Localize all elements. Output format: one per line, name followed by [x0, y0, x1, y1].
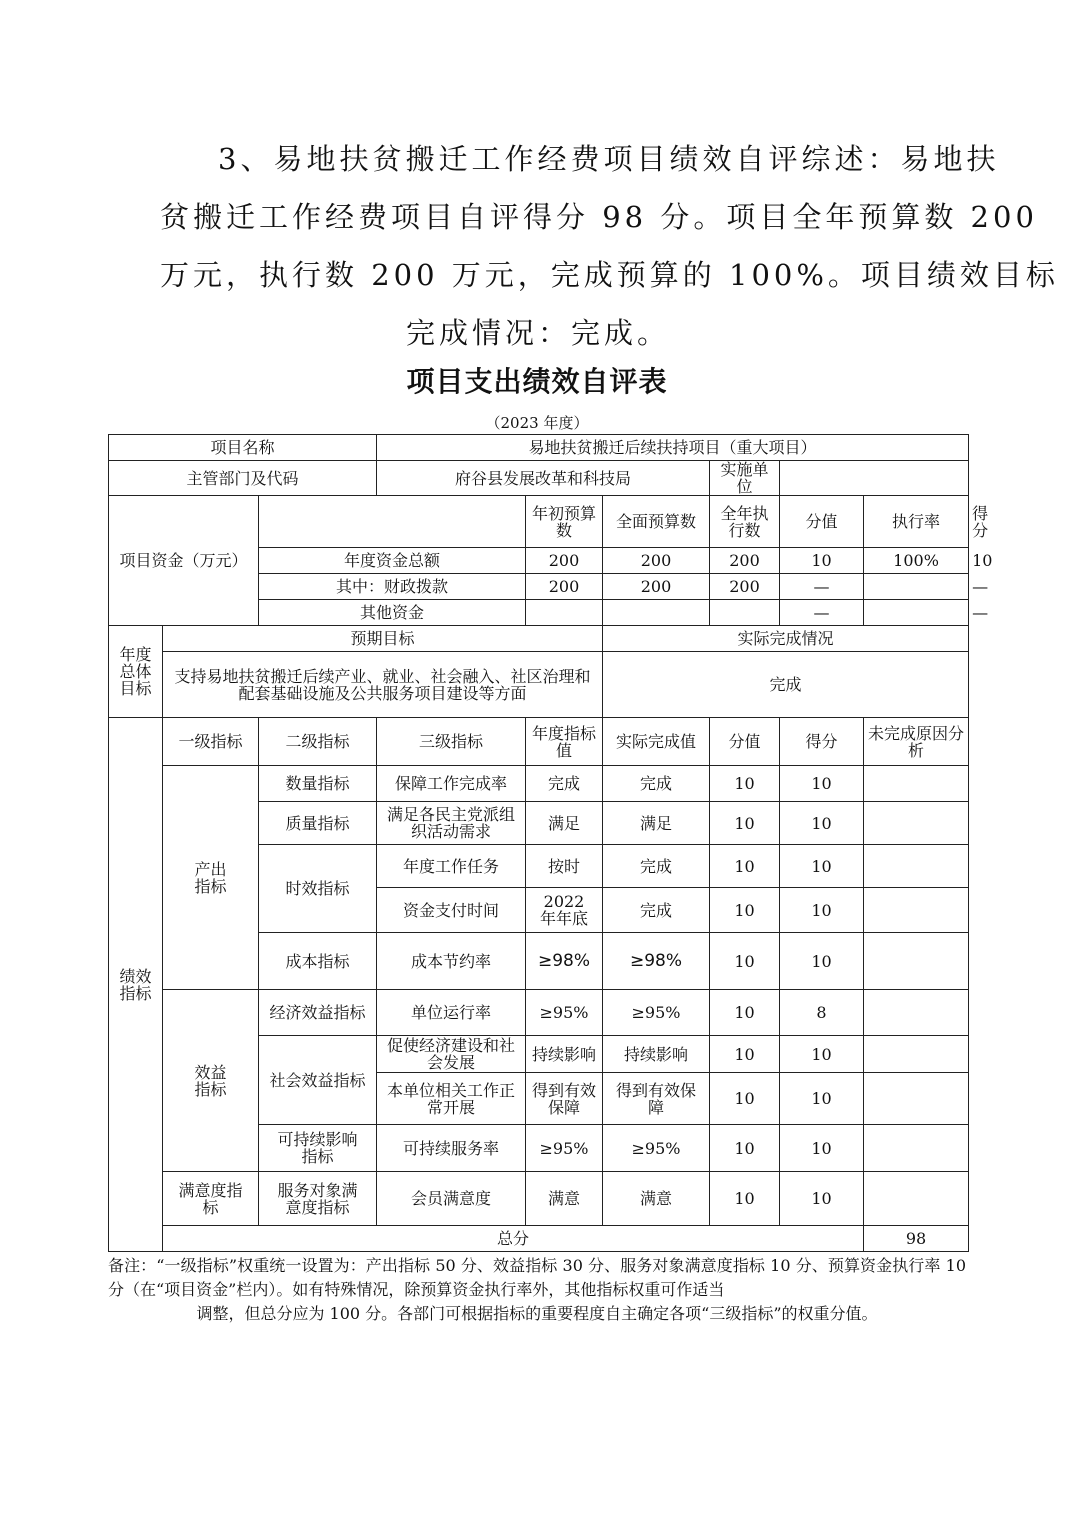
funds-header-full: 全面预算数 — [603, 496, 710, 548]
ind-value: 10 — [710, 766, 780, 802]
funds-cell: 100% — [864, 548, 969, 574]
ind-reason — [864, 802, 969, 845]
ind-reason — [864, 888, 969, 933]
ind-target: 持续影响 — [526, 1036, 603, 1073]
ind-target: ≥95% — [526, 1125, 603, 1172]
ind-l3: 本单位相关工作正常开展 — [377, 1073, 526, 1125]
level2-cost: 成本指标 — [259, 933, 377, 990]
ind-reason — [864, 1172, 969, 1226]
ind-header-target: 年度指标值 — [526, 718, 603, 766]
ind-value: 10 — [710, 845, 780, 888]
funds-cell: 200 — [603, 548, 710, 574]
ind-value: 10 — [710, 990, 780, 1036]
ind-actual: 得到有效保障 — [603, 1073, 710, 1125]
funds-cell — [526, 600, 603, 626]
ind-value: 10 — [710, 1172, 780, 1226]
funds-header-executed: 全年执行数 — [710, 496, 780, 548]
ind-actual: ≥95% — [603, 1125, 710, 1172]
ind-value: 10 — [710, 888, 780, 933]
ind-l3: 促使经济建设和社会发展 — [377, 1036, 526, 1073]
funds-cell — [864, 574, 969, 600]
ind-value: 10 — [710, 1036, 780, 1073]
impl-unit-value — [780, 461, 969, 496]
ind-actual: 满足 — [603, 802, 710, 845]
goal-expected-text: 支持易地扶贫搬迁后续产业、就业、社会融入、社区治理和配套基础设施及公共服务项目建设等方面 — [163, 652, 603, 718]
funds-cell — [603, 600, 710, 626]
ind-l3: 可持续服务率 — [377, 1125, 526, 1172]
note-line-2: 调整，但总分应为 100 分。各部门可根据指标的重要程度自主确定各项“三级指标”的权重分值。 — [196, 1304, 878, 1323]
ind-target: 2022 年年底 — [526, 888, 603, 933]
ind-score: 10 — [780, 1073, 864, 1125]
ind-l3: 年度工作任务 — [377, 845, 526, 888]
self-evaluation-table — [108, 434, 993, 1252]
ind-header-reason: 未完成原因分析 — [864, 718, 969, 766]
ind-value: 10 — [710, 802, 780, 845]
ind-l3: 满足各民主党派组织活动需求 — [377, 802, 526, 845]
project-name-label: 项目名称 — [109, 435, 377, 461]
level1-output: 产出指标 — [163, 766, 259, 990]
ind-reason — [864, 933, 969, 990]
ind-reason — [864, 990, 969, 1036]
table-row: 项目资金（万元） 年初预算数 全面预算数 全年执行数 分值 执行率 得分 — [109, 496, 969, 548]
ind-l3: 单位运行率 — [377, 990, 526, 1036]
table-year: （2023 年度） — [485, 414, 589, 432]
total-label: 总分 — [163, 1226, 864, 1252]
ind-header-l2: 二级指标 — [259, 718, 377, 766]
funds-cell: — — [780, 600, 864, 626]
ind-actual: 完成 — [603, 888, 710, 933]
ind-actual: 完成 — [603, 766, 710, 802]
table-row — [109, 990, 969, 1036]
ind-actual: 完成 — [603, 845, 710, 888]
level2-economic: 经济效益指标 — [259, 990, 377, 1036]
funds-label: 项目资金（万元） — [109, 496, 259, 626]
ind-score: 10 — [780, 1172, 864, 1226]
funds-header-rate: 执行率 — [864, 496, 969, 548]
funds-row-label: 年度资金总额 — [259, 548, 526, 574]
ind-header-actual: 实际完成值 — [603, 718, 710, 766]
funds-cell: 200 — [526, 548, 603, 574]
funds-header-blank — [259, 496, 526, 548]
table-row — [109, 652, 969, 718]
ind-value: 10 — [710, 933, 780, 990]
level2-quantity: 数量指标 — [259, 766, 377, 802]
ind-header-score: 得分 — [780, 718, 864, 766]
level2-quality: 质量指标 — [259, 802, 377, 845]
ind-header-l3: 三级指标 — [377, 718, 526, 766]
table-note — [108, 1254, 966, 1326]
ind-l3: 成本节约率 — [377, 933, 526, 990]
ind-l3: 资金支付时间 — [377, 888, 526, 933]
indicators-label: 绩效指标 — [109, 718, 163, 1252]
funds-row-label: 其中：财政拨款 — [259, 574, 526, 600]
summary-line-3: 万元，执行数 200 万元，完成预算的 100%。项目绩效目标 — [160, 258, 1059, 292]
ind-reason — [864, 766, 969, 802]
goal-actual-header: 实际完成情况 — [603, 626, 969, 652]
funds-cell: 200 — [710, 574, 780, 600]
ind-target: 满足 — [526, 802, 603, 845]
ind-reason — [864, 1125, 969, 1172]
ind-score: 10 — [780, 888, 864, 933]
ind-actual: ≥95% — [603, 990, 710, 1036]
funds-cell — [864, 600, 969, 626]
ind-value: 10 — [710, 1125, 780, 1172]
funds-row-label: 其他资金 — [259, 600, 526, 626]
table-row — [109, 1226, 969, 1252]
level2-sustainable: 可持续影响指标 — [259, 1125, 377, 1172]
note-line-1: 备注：“一级指标”权重统一设置为：产出指标 50 分、效益指标 30 分、服务对象满意度指标 10 分、预算资金执行率 10 分（在“项目资金”栏内）。如有特殊情况，除预算资金执行率外，其他指标权重可作适当 — [108, 1256, 966, 1299]
ind-reason — [864, 845, 969, 888]
ind-score: 10 — [780, 1036, 864, 1073]
funds-cell: — — [780, 574, 864, 600]
ind-l3: 会员满意度 — [377, 1172, 526, 1226]
summary-line-2: 贫搬迁工作经费项目自评得分 98 分。项目全年预算数 200 — [160, 200, 1038, 234]
funds-cell: 200 — [603, 574, 710, 600]
goal-label: 年度总体目标 — [109, 626, 163, 718]
ind-score: 10 — [780, 933, 864, 990]
ind-score: 10 — [780, 845, 864, 888]
summary-line-1: 3、易地扶贫搬迁工作经费项目绩效自评综述：易地扶 — [218, 142, 1000, 176]
table-row: 其中：财政拨款 200 200 200 — — — [109, 574, 969, 600]
impl-unit-label: 实施单位 — [710, 461, 780, 496]
ind-target: 得到有效保障 — [526, 1073, 603, 1125]
ind-target: 完成 — [526, 766, 603, 802]
ind-target: ≥95% — [526, 990, 603, 1036]
summary-line-4: 完成情况：完成。 — [405, 316, 670, 350]
funds-cell — [710, 600, 780, 626]
funds-header-initial: 年初预算数 — [526, 496, 603, 548]
level2-timeliness: 时效指标 — [259, 845, 377, 933]
level1-benefit: 效益指标 — [163, 990, 259, 1172]
ind-actual: ≥98% — [603, 933, 710, 990]
goal-actual-text: 完成 — [603, 652, 969, 718]
ind-actual: 持续影响 — [603, 1036, 710, 1073]
table-row — [109, 626, 969, 652]
ind-score: 10 — [780, 802, 864, 845]
funds-cell: 200 — [710, 548, 780, 574]
table-title: 项目支出绩效自评表 — [406, 365, 668, 398]
ind-reason — [864, 1036, 969, 1073]
summary-paragraph — [160, 130, 1059, 362]
ind-l3: 保障工作完成率 — [377, 766, 526, 802]
ind-reason — [864, 1073, 969, 1125]
table-row — [109, 461, 969, 496]
funds-cell: 200 — [526, 574, 603, 600]
total-score: 98 — [864, 1226, 969, 1252]
ind-score: 8 — [780, 990, 864, 1036]
ind-value: 10 — [710, 1073, 780, 1125]
ind-target: 满意 — [526, 1172, 603, 1226]
level2-social: 社会效益指标 — [259, 1036, 377, 1125]
table-row — [109, 1172, 969, 1226]
level2-service: 服务对象满意度指标 — [259, 1172, 377, 1226]
table-row — [109, 766, 969, 802]
table-row: 其他资金 — — — [109, 600, 969, 626]
level1-satisfaction: 满意度指标 — [163, 1172, 259, 1226]
funds-header-score-value: 分值 — [780, 496, 864, 548]
dept-value: 府谷县发展改革和科技局 — [377, 461, 710, 496]
ind-header-l1: 一级指标 — [163, 718, 259, 766]
ind-target: ≥98% — [526, 933, 603, 990]
funds-cell: 10 — [780, 548, 864, 574]
ind-target: 按时 — [526, 845, 603, 888]
ind-header-value: 分值 — [710, 718, 780, 766]
dept-label: 主管部门及代码 — [109, 461, 377, 496]
ind-score: 10 — [780, 766, 864, 802]
table-row: 年度资金总额 200 200 200 10 100% 10 — [109, 548, 969, 574]
table-row — [109, 435, 969, 461]
ind-actual: 满意 — [603, 1172, 710, 1226]
ind-score: 10 — [780, 1125, 864, 1172]
table-row — [109, 718, 969, 766]
goal-expected-header: 预期目标 — [163, 626, 603, 652]
project-name-value: 易地扶贫搬迁后续扶持项目（重大项目） — [377, 435, 969, 461]
